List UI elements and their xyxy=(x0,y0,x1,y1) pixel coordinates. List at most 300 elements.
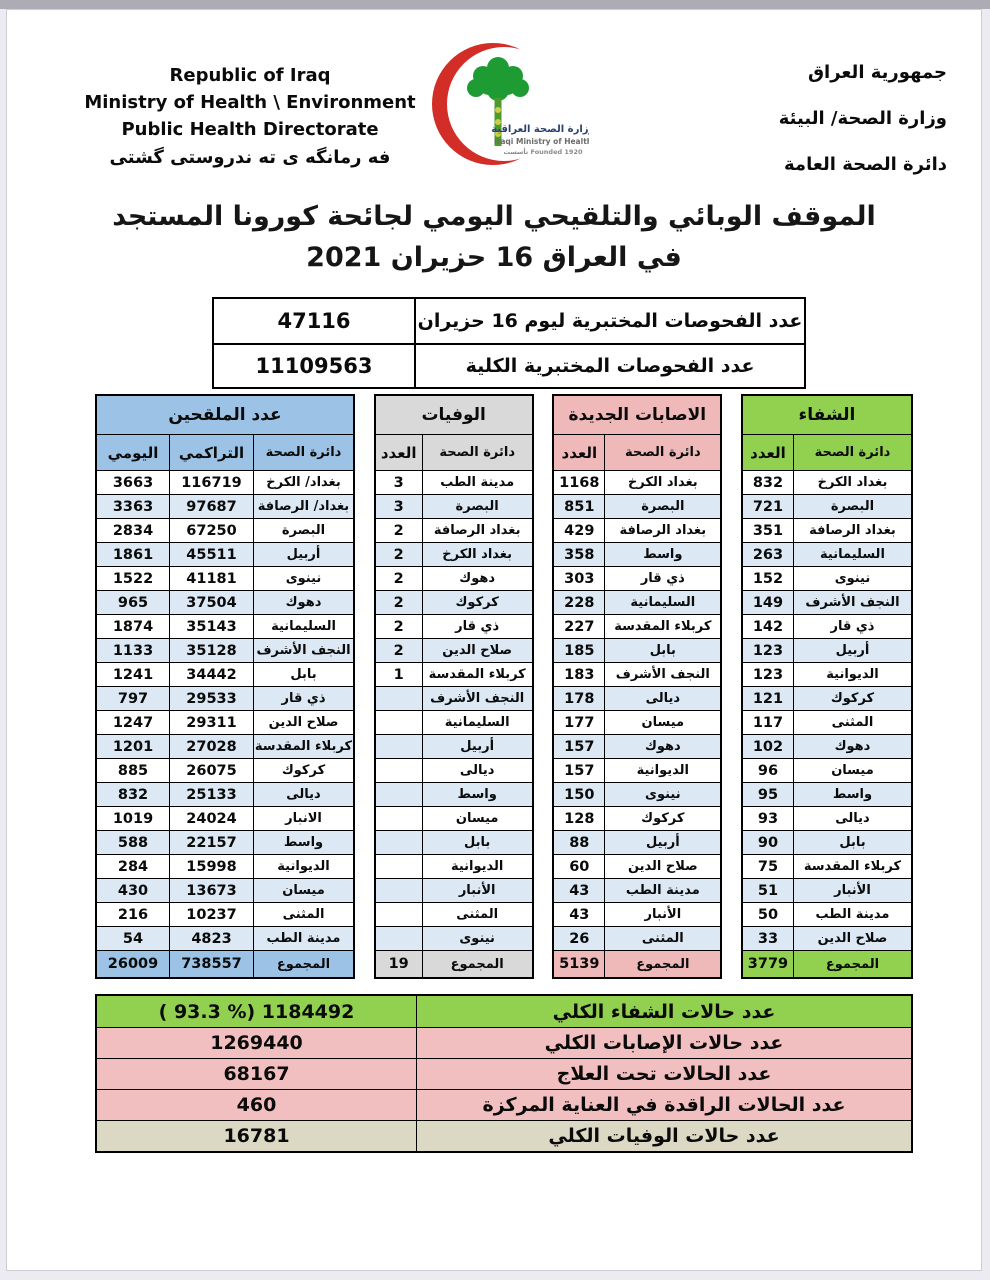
logo-english-text: Iraqi Ministry of Health xyxy=(493,137,589,146)
directorate-cell: أربيل xyxy=(793,639,911,662)
table-row xyxy=(554,590,720,614)
directorate-cell: مدينة الطب xyxy=(793,903,911,926)
total-daily-cell: 26009 xyxy=(107,956,159,972)
directorate-cell: ديالى xyxy=(422,759,532,782)
table-row xyxy=(743,758,911,782)
directorate-cell: مدينة الطب xyxy=(253,927,353,950)
cumulative-count-cell: 37504 xyxy=(169,591,253,614)
directorate-cell: كركوك xyxy=(793,687,911,710)
table-row xyxy=(554,518,720,542)
table-title: الاصابات الجديدة xyxy=(554,396,720,434)
count-cell xyxy=(376,735,422,758)
test-row xyxy=(214,343,804,387)
directorate-cell: المثنى xyxy=(253,903,353,926)
column-header-daily: اليومي xyxy=(107,443,159,462)
count-cell xyxy=(376,783,422,806)
directorate-cell: السليمانية xyxy=(793,543,911,566)
count-cell: 75 xyxy=(757,858,779,875)
test-value-cell: 47116 xyxy=(214,299,416,343)
count-cell: 26 xyxy=(569,930,590,947)
daily-count-cell: 1201 xyxy=(112,738,154,755)
infections-table xyxy=(552,394,722,979)
count-cell: 43 xyxy=(569,906,590,923)
count-cell: 95 xyxy=(757,786,779,803)
count-cell: 121 xyxy=(752,690,784,707)
daily-count-cell: 3663 xyxy=(112,474,154,491)
table-row xyxy=(554,710,720,734)
daily-count-cell: 216 xyxy=(117,906,149,923)
count-cell: 227 xyxy=(564,618,595,635)
table-row xyxy=(376,902,532,926)
summary-value-cell: ( 93.3 %) 1184492 xyxy=(97,996,417,1027)
count-cell: 33 xyxy=(757,930,779,947)
column-header-count: العدد xyxy=(380,443,417,462)
count-cell xyxy=(376,687,422,710)
deaths-table xyxy=(374,394,534,979)
cumulative-count-cell: 15998 xyxy=(169,855,253,878)
directorate-cell: بغداد الكرخ xyxy=(422,543,532,566)
total-label-cell: المجموع xyxy=(604,951,720,977)
ministry-logo xyxy=(419,32,589,190)
directorate-cell: السليمانية xyxy=(422,711,532,734)
report-title-line-1: الموقف الوبائي والتلقيحي اليومي لجائحة كورونا المستجد xyxy=(112,201,876,232)
header-arabic-line: دائرة الصحة العامة xyxy=(784,154,947,175)
table-row xyxy=(554,470,720,494)
cumulative-count-cell: 97687 xyxy=(169,495,253,518)
directorate-cell: الأنبار xyxy=(793,879,911,902)
header-arabic-line: وزارة الصحة/ البيئة xyxy=(778,108,947,129)
directorate-cell: بابل xyxy=(422,831,532,854)
table-row xyxy=(376,566,532,590)
table-row xyxy=(97,494,353,518)
daily-count-cell: 797 xyxy=(117,690,149,707)
table-total-row xyxy=(97,950,353,977)
table-row xyxy=(97,854,353,878)
table-row xyxy=(97,830,353,854)
directorate-cell: ذي قار xyxy=(253,687,353,710)
count-cell: 185 xyxy=(564,642,595,659)
directorate-cell: المثنى xyxy=(793,711,911,734)
directorate-cell: بابل xyxy=(793,831,911,854)
count-cell xyxy=(376,807,422,830)
table-row xyxy=(554,758,720,782)
table-row xyxy=(554,614,720,638)
table-body xyxy=(97,470,353,950)
directorate-cell: الانبار xyxy=(253,807,353,830)
summary-row xyxy=(97,1027,911,1058)
count-cell: 2 xyxy=(393,594,404,611)
directorate-cell: بغداد الرصافة xyxy=(604,519,720,542)
count-cell: 88 xyxy=(569,834,590,851)
count-cell: 2 xyxy=(393,522,404,539)
directorate-cell: نينوى xyxy=(422,927,532,950)
daily-count-cell: 1133 xyxy=(112,642,154,659)
cumulative-count-cell: 27028 xyxy=(169,735,253,758)
photo-top-edge xyxy=(0,0,990,9)
count-cell: 351 xyxy=(752,522,784,539)
governorate-tables xyxy=(95,394,913,979)
directorate-cell: البصرة xyxy=(604,495,720,518)
directorate-cell: ذي قار xyxy=(422,615,532,638)
daily-count-cell: 54 xyxy=(122,930,144,947)
column-header-count: العدد xyxy=(750,443,786,462)
count-cell: 96 xyxy=(757,762,779,779)
table-subheader xyxy=(554,434,720,470)
table-row xyxy=(743,902,911,926)
directorate-cell: السليمانية xyxy=(253,615,353,638)
directorate-cell: كربلاء المقدسة xyxy=(793,855,911,878)
table-row xyxy=(554,638,720,662)
directorate-cell: بغداد/ الرصافة xyxy=(253,495,353,518)
count-cell xyxy=(376,855,422,878)
table-row xyxy=(97,662,353,686)
table-total-row xyxy=(743,950,911,977)
directorate-cell: كركوك xyxy=(604,807,720,830)
daily-count-cell: 284 xyxy=(117,858,149,875)
count-cell: 102 xyxy=(752,738,784,755)
table-row xyxy=(97,566,353,590)
table-row xyxy=(743,542,911,566)
table-row xyxy=(97,806,353,830)
count-cell: 851 xyxy=(564,498,595,515)
summary-label-cell: عدد حالات الشفاء الكلي xyxy=(552,1000,776,1023)
count-cell: 3 xyxy=(393,474,404,491)
directorate-cell: نينوى xyxy=(604,783,720,806)
table-row xyxy=(97,902,353,926)
total-cumulative-cell: 738557 xyxy=(169,951,253,977)
table-row xyxy=(97,518,353,542)
directorate-cell: كربلاء المقدسة xyxy=(422,663,532,686)
count-cell: 358 xyxy=(564,546,595,563)
count-cell: 60 xyxy=(569,858,590,875)
table-total-row xyxy=(554,950,720,977)
test-label-cell: عدد الفحوصات المختبرية الكلية xyxy=(465,355,755,377)
directorate-cell: بابل xyxy=(253,663,353,686)
directorate-cell: المثنى xyxy=(604,927,720,950)
directorate-cell: النجف الأشرف xyxy=(604,663,720,686)
header-kurdish-line: فه رمانگه ى ته ندروستى گشتى xyxy=(109,147,391,168)
table-row xyxy=(97,614,353,638)
daily-count-cell: 1247 xyxy=(112,714,154,731)
test-label-cell: عدد الفحوصات المختبرية ليوم 16 حزيران xyxy=(417,310,803,332)
table-row xyxy=(743,830,911,854)
table-row xyxy=(554,494,720,518)
directorate-cell: الديوانية xyxy=(793,663,911,686)
directorate-cell: النجف الأشرف xyxy=(422,687,532,710)
daily-count-cell: 1874 xyxy=(112,618,154,635)
table-row xyxy=(97,878,353,902)
summary-value-cell: 1269440 xyxy=(97,1028,417,1058)
directorate-cell: ديالى xyxy=(604,687,720,710)
daily-count-cell: 965 xyxy=(117,594,149,611)
column-header-directorate: دائرة الصحة xyxy=(793,435,911,470)
table-row xyxy=(376,662,532,686)
table-row xyxy=(97,926,353,950)
table-row xyxy=(376,590,532,614)
total-count-cell: 3779 xyxy=(747,956,789,972)
cumulative-count-cell: 26075 xyxy=(169,759,253,782)
directorate-cell: دهوك xyxy=(604,735,720,758)
directorate-cell: أربيل xyxy=(422,735,532,758)
count-cell: 152 xyxy=(752,570,784,587)
daily-count-cell: 2834 xyxy=(112,522,154,539)
count-cell xyxy=(376,903,422,926)
cumulative-count-cell: 116719 xyxy=(169,471,253,494)
summary-value-cell: 16781 xyxy=(97,1121,417,1151)
count-cell: 2 xyxy=(393,642,404,659)
directorate-cell: المثنى xyxy=(422,903,532,926)
directorate-cell: الأنبار xyxy=(422,879,532,902)
daily-count-cell: 588 xyxy=(117,834,149,851)
table-row xyxy=(376,686,532,710)
table-row xyxy=(376,542,532,566)
directorate-cell: بغداد الكرخ xyxy=(793,471,911,494)
table-row xyxy=(97,470,353,494)
count-cell xyxy=(376,879,422,902)
directorate-cell: الأنبار xyxy=(604,903,720,926)
test-row xyxy=(214,299,804,343)
table-body xyxy=(554,470,720,950)
directorate-cell: النجف الأشرف xyxy=(793,591,911,614)
cumulative-count-cell: 29533 xyxy=(169,687,253,710)
table-subheader xyxy=(376,434,532,470)
report-title xyxy=(7,196,981,278)
count-cell: 3 xyxy=(393,498,404,515)
table-row xyxy=(743,494,911,518)
header-english-block xyxy=(35,62,465,173)
count-cell: 117 xyxy=(752,714,784,731)
count-cell: 142 xyxy=(752,618,784,635)
directorate-cell: دهوك xyxy=(253,591,353,614)
cumulative-count-cell: 4823 xyxy=(169,927,253,950)
directorate-cell: واسط xyxy=(793,783,911,806)
directorate-cell: بغداد الرصافة xyxy=(422,519,532,542)
directorate-cell: صلاح الدين xyxy=(604,855,720,878)
count-cell xyxy=(376,711,422,734)
directorate-cell: كربلاء المقدسة xyxy=(253,735,353,758)
directorate-cell: ميسان xyxy=(422,807,532,830)
daily-count-cell: 3363 xyxy=(112,498,154,515)
report-title-line-2: في العراق 16 حزيران 2021 xyxy=(306,242,682,273)
directorate-cell: واسط xyxy=(604,543,720,566)
column-header-cumulative: التراكمي xyxy=(169,435,253,470)
table-title: الوفيات xyxy=(376,396,532,434)
cumulative-count-cell: 10237 xyxy=(169,903,253,926)
table-row xyxy=(554,806,720,830)
table-row xyxy=(743,782,911,806)
table-row xyxy=(554,926,720,950)
count-cell: 50 xyxy=(757,906,779,923)
table-row xyxy=(97,686,353,710)
count-cell: 90 xyxy=(757,834,779,851)
directorate-cell: نينوى xyxy=(793,567,911,590)
table-row xyxy=(554,830,720,854)
count-cell xyxy=(376,831,422,854)
total-count-cell: 19 xyxy=(388,956,409,972)
count-cell: 157 xyxy=(564,762,595,779)
directorate-cell: السليمانية xyxy=(604,591,720,614)
directorate-cell: الديوانية xyxy=(422,855,532,878)
count-cell: 1168 xyxy=(559,474,600,491)
header-english-line: Public Health Directorate xyxy=(121,119,379,140)
table-row xyxy=(376,470,532,494)
table-row xyxy=(97,590,353,614)
daily-count-cell: 832 xyxy=(117,786,149,803)
directorate-cell: نينوى xyxy=(253,567,353,590)
directorate-cell: بغداد الرصافة xyxy=(793,519,911,542)
table-row xyxy=(376,494,532,518)
directorate-cell: ميسان xyxy=(793,759,911,782)
ministry-logo-icon xyxy=(419,32,589,190)
count-cell: 2 xyxy=(393,570,404,587)
table-row xyxy=(743,566,911,590)
recovery-table xyxy=(741,394,913,979)
table-row xyxy=(97,782,353,806)
cumulative-count-cell: 35128 xyxy=(169,639,253,662)
count-cell: 1 xyxy=(393,666,404,683)
count-cell xyxy=(376,927,422,950)
directorate-cell: أربيل xyxy=(604,831,720,854)
table-row xyxy=(743,926,911,950)
summary-row xyxy=(97,1089,911,1120)
directorate-cell: صلاح الدين xyxy=(793,927,911,950)
table-row xyxy=(743,710,911,734)
cumulative-count-cell: 35143 xyxy=(169,615,253,638)
totals-summary-table xyxy=(95,994,913,1153)
table-row xyxy=(376,878,532,902)
cumulative-count-cell: 24024 xyxy=(169,807,253,830)
directorate-cell: كركوك xyxy=(253,759,353,782)
column-header-directorate: دائرة الصحة xyxy=(422,435,532,470)
table-row xyxy=(376,854,532,878)
table-row xyxy=(743,638,911,662)
table-row xyxy=(376,830,532,854)
total-count-cell: 5139 xyxy=(559,956,600,972)
count-cell: 150 xyxy=(564,786,595,803)
count-cell: 2 xyxy=(393,546,404,563)
directorate-cell: ميسان xyxy=(604,711,720,734)
table-row xyxy=(554,686,720,710)
directorate-cell: بغداد/ الكرخ xyxy=(253,471,353,494)
count-cell: 303 xyxy=(564,570,595,587)
total-label-cell: المجموع xyxy=(422,951,532,977)
header-english-line: Republic of Iraq xyxy=(169,65,331,86)
table-row xyxy=(743,662,911,686)
count-cell: 2 xyxy=(393,618,404,635)
daily-count-cell: 1241 xyxy=(112,666,154,683)
count-cell: 832 xyxy=(752,474,784,491)
cumulative-count-cell: 25133 xyxy=(169,783,253,806)
count-cell: 429 xyxy=(564,522,595,539)
table-row xyxy=(97,542,353,566)
count-cell: 123 xyxy=(752,666,784,683)
directorate-cell: ديالى xyxy=(253,783,353,806)
count-cell: 178 xyxy=(564,690,595,707)
table-subheader xyxy=(97,434,353,470)
table-row xyxy=(376,734,532,758)
directorate-cell: أربيل xyxy=(253,543,353,566)
table-row xyxy=(554,854,720,878)
count-cell: 93 xyxy=(757,810,779,827)
directorate-cell: ذي قار xyxy=(793,615,911,638)
logo-founded-text: تأسست Founded 1920 xyxy=(503,148,583,156)
total-label-cell: المجموع xyxy=(793,951,911,977)
count-cell: 177 xyxy=(564,714,595,731)
table-row xyxy=(376,638,532,662)
table-row xyxy=(743,614,911,638)
vaccinated-table xyxy=(95,394,355,979)
directorate-cell: بابل xyxy=(604,639,720,662)
table-row xyxy=(743,590,911,614)
count-cell: 157 xyxy=(564,738,595,755)
table-row xyxy=(554,878,720,902)
directorate-cell: الديوانية xyxy=(604,759,720,782)
table-total-row xyxy=(376,950,532,977)
table-body xyxy=(743,470,911,950)
header-english-line: Ministry of Health \ Environment xyxy=(84,92,416,113)
table-row xyxy=(743,734,911,758)
table-row xyxy=(376,614,532,638)
table-row xyxy=(376,806,532,830)
count-cell xyxy=(376,759,422,782)
table-row xyxy=(743,854,911,878)
table-row xyxy=(97,758,353,782)
table-row xyxy=(743,518,911,542)
summary-label-cell: عدد الحالات الراقدة في العناية المركزة xyxy=(482,1094,846,1116)
directorate-cell: مدينة الطب xyxy=(604,879,720,902)
directorate-cell: دهوك xyxy=(422,567,532,590)
table-row xyxy=(743,806,911,830)
table-row xyxy=(554,662,720,686)
cumulative-count-cell: 45511 xyxy=(169,543,253,566)
column-header-directorate: دائرة الصحة xyxy=(253,435,353,470)
daily-count-cell: 1522 xyxy=(112,570,154,587)
count-cell: 721 xyxy=(752,498,784,515)
directorate-cell: الديوانية xyxy=(253,855,353,878)
directorate-cell: واسط xyxy=(422,783,532,806)
directorate-cell: البصرة xyxy=(422,495,532,518)
daily-count-cell: 1861 xyxy=(112,546,154,563)
table-row xyxy=(376,782,532,806)
table-row xyxy=(97,710,353,734)
cumulative-count-cell: 29311 xyxy=(169,711,253,734)
directorate-cell: ذي قار xyxy=(604,567,720,590)
directorate-cell: صلاح الدين xyxy=(253,711,353,734)
summary-row xyxy=(97,1120,911,1151)
count-cell: 128 xyxy=(564,810,595,827)
directorate-cell: صلاح الدين xyxy=(422,639,532,662)
directorate-cell: واسط xyxy=(253,831,353,854)
daily-count-cell: 885 xyxy=(117,762,149,779)
logo-arabic-text: وزارة الصحة العراقية xyxy=(491,124,589,135)
count-cell: 43 xyxy=(569,882,590,899)
column-header-directorate: دائرة الصحة xyxy=(604,435,720,470)
count-cell: 228 xyxy=(564,594,595,611)
daily-count-cell: 430 xyxy=(117,882,149,899)
table-row xyxy=(743,470,911,494)
summary-label-cell: عدد حالات الوفيات الكلي xyxy=(548,1125,780,1147)
cumulative-count-cell: 13673 xyxy=(169,879,253,902)
directorate-cell: بغداد الكرخ xyxy=(604,471,720,494)
count-cell: 183 xyxy=(564,666,595,683)
summary-value-cell: 460 xyxy=(97,1090,417,1120)
count-cell: 51 xyxy=(757,882,779,899)
header-arabic-block xyxy=(677,50,947,188)
cumulative-count-cell: 34442 xyxy=(169,663,253,686)
table-row xyxy=(376,518,532,542)
table-row xyxy=(97,734,353,758)
table-row xyxy=(554,782,720,806)
